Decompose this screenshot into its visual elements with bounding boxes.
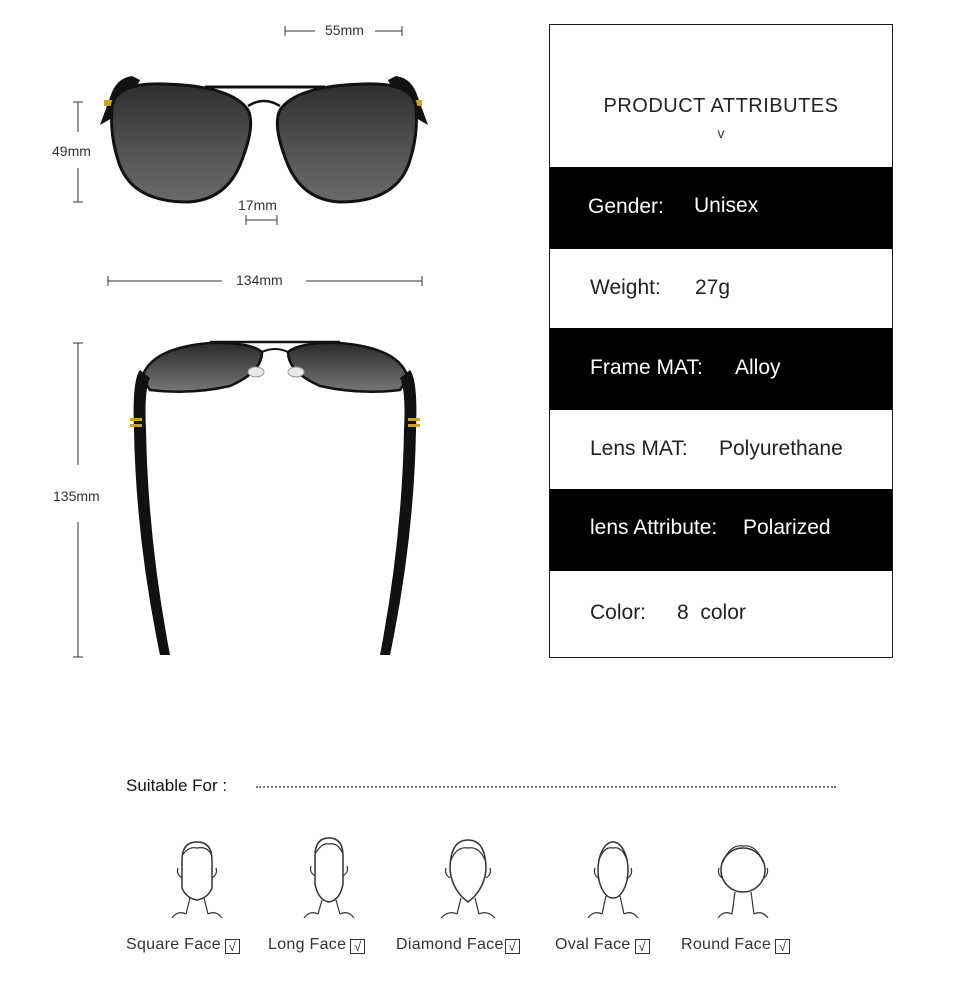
bridge-dimension xyxy=(246,215,277,225)
diamond-face-label xyxy=(396,936,520,954)
attribute-key: Gender: xyxy=(588,195,664,218)
attribute-key: Weight: xyxy=(590,276,661,299)
bridge-label: 17mm xyxy=(238,197,277,213)
face-label-text: Square Face xyxy=(126,936,221,953)
attribute-value: Polarized xyxy=(743,516,831,539)
chevron-down-icon: v xyxy=(717,125,725,141)
face-label-text: Long Face xyxy=(268,936,347,953)
long-face-label xyxy=(268,936,365,954)
check-icon: √ xyxy=(505,939,520,954)
attribute-row-weight xyxy=(550,249,892,328)
oval-face-icon xyxy=(584,834,642,918)
diamond-face-icon xyxy=(437,834,499,918)
attribute-row-lens-attribute xyxy=(550,489,892,571)
attributes-title: PRODUCT ATTRIBUTES xyxy=(603,95,839,117)
frame-width-label: 134mm xyxy=(236,272,283,288)
attribute-value: Polyurethane xyxy=(719,437,843,460)
suitable-for-section xyxy=(0,760,960,989)
face-label-text: Round Face xyxy=(681,936,772,953)
face-label-text: Diamond Face xyxy=(396,936,504,953)
round-face-icon xyxy=(714,834,772,918)
check-icon: √ xyxy=(635,939,650,954)
front-view-glasses xyxy=(100,76,428,202)
attribute-key: Lens MAT: xyxy=(590,437,688,460)
attribute-row-frame-mat xyxy=(550,328,892,410)
attribute-key: lens Attribute: xyxy=(590,516,718,539)
long-face-icon xyxy=(300,834,358,918)
attribute-value: 8 color xyxy=(677,601,746,624)
attribute-key: Color: xyxy=(590,601,647,624)
square-face-label xyxy=(126,936,240,954)
attributes-header xyxy=(550,25,892,167)
attribute-row-color xyxy=(550,571,892,657)
product-attributes-table xyxy=(549,24,893,658)
attribute-value: Unisex xyxy=(694,194,759,217)
face-label-text: Oval Face xyxy=(555,936,631,953)
top-view-glasses xyxy=(130,342,420,655)
lens-height-label: 49mm xyxy=(52,143,91,159)
attribute-row-lens-mat xyxy=(550,410,892,489)
attribute-value: Alloy xyxy=(735,356,781,379)
check-icon: √ xyxy=(775,939,790,954)
check-icon: √ xyxy=(225,939,240,954)
attribute-value: 27g xyxy=(695,276,731,299)
temple-length-label: 135mm xyxy=(53,488,100,504)
dotted-divider xyxy=(256,786,836,788)
oval-face-label xyxy=(555,936,650,954)
suitable-for-title: Suitable For : xyxy=(126,776,228,795)
attribute-key: Frame MAT: xyxy=(590,356,703,379)
square-face-icon xyxy=(168,834,226,918)
check-icon: √ xyxy=(350,939,365,954)
sunglasses-diagram xyxy=(0,0,540,700)
lens-width-label: 55mm xyxy=(325,22,364,38)
round-face-label xyxy=(681,936,790,954)
attribute-row-gender xyxy=(550,167,892,249)
dimension-figure xyxy=(0,0,540,700)
